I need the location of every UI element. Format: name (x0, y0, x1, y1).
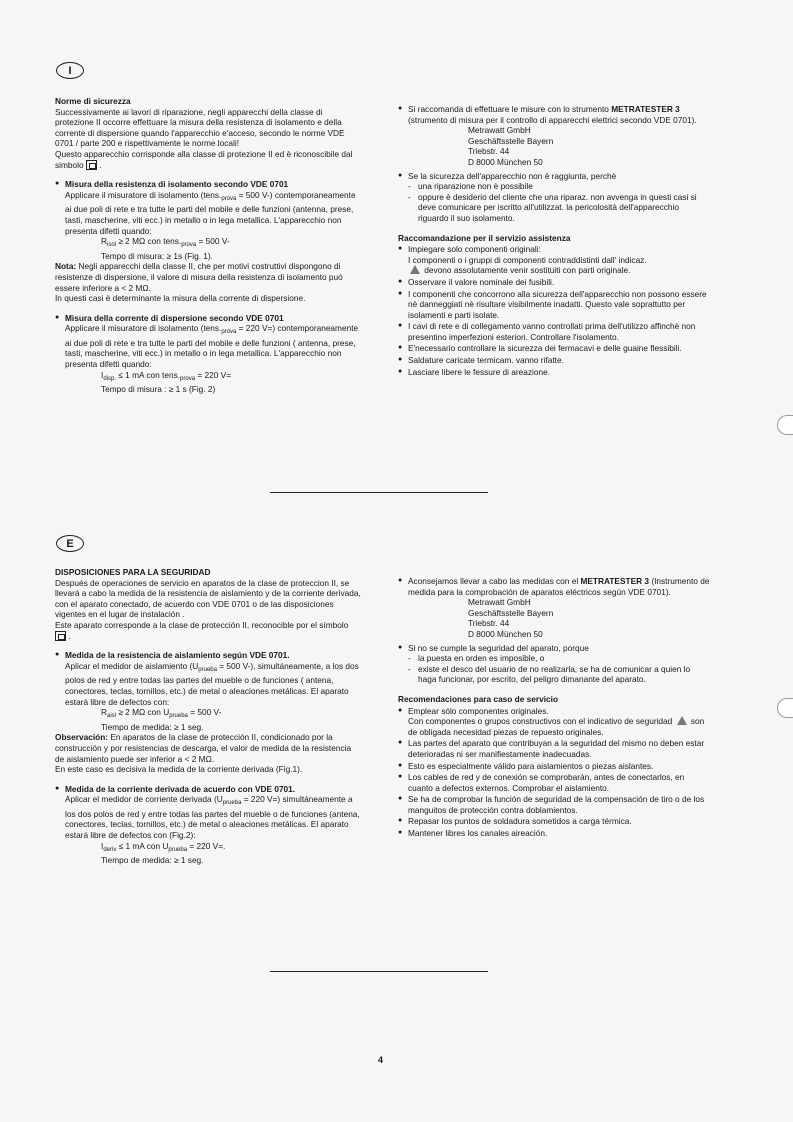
es-right-column (398, 576, 710, 839)
it-unsafe-bullet (398, 171, 710, 182)
section-divider (270, 492, 488, 493)
es-service-item (398, 772, 710, 793)
it-section-title: Norme di sicurezza (55, 96, 131, 106)
it-service-item (398, 321, 710, 342)
es-service-item-text: ● Repasar los puntos de soldadura sometidos a carga térmica. (408, 816, 632, 827)
es-address-line: Metrawatt GmbH (468, 597, 531, 608)
es-service-item-text: ● Mantener libres los canales aireación. (408, 828, 548, 839)
it-insulation-formula: $R_{isol} \ge 2$ MΩ con $tens._{prova} = 500$ V- (101, 236, 230, 249)
it-service-item (398, 277, 710, 288)
es-leakage-formula: $I_{deriv} \le 1$ mA con $U_{prueba} = 220$ V=. (101, 840, 226, 853)
warning-triangle-icon (677, 716, 687, 725)
it-leakage-time: Tempo di misura : ≥ 1 s (Fig. 2) (101, 384, 216, 395)
es-service-item-text: ● Las partes del aparato que contribuyan a la seguridad del mismo no deben estar deterioradas ni ser manifiestamente inadecuadas. (408, 738, 705, 759)
es-left-column (55, 567, 361, 866)
it-metratester-bullet (398, 104, 710, 168)
it-insulation-bullet (55, 179, 361, 261)
it-address-line: Metrawatt GmbH (468, 125, 531, 136)
it-leakage-bullet (55, 313, 361, 395)
es-unsafe-dash-2: - existe el desco del usuario de no realizarla, se ha de comunicar a quien lo haga funcionar, por escrito, del peligro dimanante del aparato. (398, 664, 710, 685)
it-service-item (398, 244, 710, 276)
es-insulation-formula: $R_{aisl} \ge 2$ MΩ con $U_{prueba} = 500$ V- (101, 707, 222, 720)
it-metratester-text: ● Si raccomanda di effettuare le misure con lo strumento METRATESTER 3 (strumento di misura per il controllo di apparecchi elettrici secondo VDE 0701). (408, 104, 697, 125)
double-square-icon (86, 160, 97, 170)
es-metratester-bullet (398, 576, 710, 640)
it-leakage-text: Applicare il misuratore di isolamento ($tens._{prova} = 220$ V=) contemporaneamente ai due poli di rete e tra tutte le parti del mobile e delle funzioni ( antenna, prese, tasti, mascherine, viti ecc.) in metallo o in lega metallica. L'apparecchio non presenta difetti quando: (65, 323, 359, 370)
it-service-item (398, 367, 710, 378)
it-address-line: Geschäftsstelle Bayern (468, 135, 554, 146)
es-service-item (398, 706, 710, 738)
it-insulation-text: Applicare il misuratore di isolamento ($tens._{prova} = 500$ V-) contemporaneamente ai due poli di rete e tra tutte le parti del mobile e delle funzioni (antenna, prese, tasti, mascherine, viti ecc.) in metallo o in lega metallica. L'apparecchio non presenta difetti quando: (65, 189, 356, 236)
es-leakage-time: Tiempo de medida: ≥ 1 seg. (101, 855, 204, 866)
es-unsafe-bullet (398, 643, 710, 654)
it-insulation-title: ● Misura della resistenza di isolamento secondo VDE 0701 (65, 179, 289, 190)
it-service-item (398, 355, 710, 366)
es-address-line: Triebstr. 44 (468, 618, 510, 629)
it-unsafe-dash-2: - oppure è desiderio del cliente che una riparaz. non avvenga in questi casi si deve comunicare per iscritto all'utilizzat. la pericolosità dell'apparecchio riguardo il suo isolamento. (398, 192, 710, 224)
it-address-line: Triebstr. 44 (468, 146, 510, 157)
it-insulation-time: Tempo di misura: ≥ 1s (Fig. 1). (101, 250, 213, 261)
es-observation-2: En este caso es decisiva la medida de la corriente derivada (Fig.1). (55, 764, 303, 775)
it-service-item-text: ● Lasciare libere le fessure di areazione. (408, 366, 551, 377)
es-address-line: Geschäftsstelle Bayern (468, 607, 554, 618)
es-insulation-time: Tiempo de medida: ≥ 1 seg. (101, 721, 204, 732)
es-service-item (398, 738, 710, 759)
es-intro: Después de operaciones de servicio en aparatos de la clase de proteccion II, se llevará a cabo la medida de la resistencia de aislamiento y de la corriente derivada, con el aparato conectado, de acuerdo con VDE 0701 o de las disposiciones vigentes en el lugar de instalación . (55, 577, 361, 620)
it-service-item-text: ● I cavi di rete e di collegamento vanno controllati prima dell'utilizzo affinchè non presentino imperfezioni esteriori. Controllare l'isolamento. (408, 321, 696, 342)
it-unsafe-text: ● Se la sicurezza dell'apparecchio non è raggiunta, perchè (408, 170, 617, 181)
it-service-title: Raccomandazione per il servizio assistenza (398, 232, 571, 243)
it-unsafe-dash-1: - una riparazione non è possibile (398, 181, 710, 192)
it-address-line: D 8000 München 50 (468, 156, 543, 167)
it-service-item (398, 343, 710, 354)
it-service-item-text: ● I componenti che concorrono alla sicurezza dell'apparecchio non possono essere nè danneggiati nè risultare visibilmente inadatti. Questo vale soprattutto per isolamenti e parti isolate. (408, 288, 707, 320)
page-number: 4 (378, 1055, 384, 1065)
es-service-item-text: Con componentes o grupos constructivos con el indicativo de seguridad son de obligada necesidad piezas de repuesto originales. (408, 716, 705, 737)
binder-hole (777, 698, 793, 718)
binder-hole (777, 415, 793, 435)
it-note-2: In questi casi è determinante la misura della corrente di dispersione. (55, 293, 306, 304)
it-service-item-text: I componenti o i gruppi di componenti contraddistinti dall' indicaz. (408, 254, 647, 265)
it-right-column (398, 104, 710, 377)
it-service-item-text: ● E'necessario controllare la sicurezza dei fermacavi e delle guaine flessibili. (408, 343, 682, 354)
es-insulation-text: Aplicar el medidor de aislamiento ($U_{prueba} = 500$ V-), simultáneamente, a los dos polos de red y entre todas las partes del mueble o de funciones ( antena, conectores, teclas, tornillos, etc.) de metal o aleaciones metálicas. El aparato estará libre de defectos con: (65, 660, 359, 707)
es-service-item (398, 828, 710, 839)
language-badge-it: I (56, 62, 84, 79)
it-service-item (398, 289, 710, 321)
es-service-item (398, 794, 710, 815)
language-badge-es: E (56, 535, 84, 552)
es-unsafe-text: ● Si no se cumple la seguridad del aparato, porque (408, 642, 589, 653)
it-intro: Successivamente ai lavori di riparazione, negli apparecchi della classe di protezione II occorre effettuare la misura della resistenza di isolamento e della corrente di dispersione quando l'apparecchio e'acceso, secondo le norme VDE 0701 / parte 200 e rispettivamente le norme locali! (55, 106, 345, 149)
it-service-item-text: ● Impiegare solo componenti originali: (408, 244, 541, 255)
section-divider (270, 971, 488, 972)
it-service-item-text: devono assolutamente venir sostituiti con parti originale. (408, 265, 710, 276)
es-insulation-title: ● Medida de la resistencia de aislamiento según VDE 0701. (65, 650, 290, 661)
it-service-item-text: ● Saldature caricate termicam. vanno rifatte. (408, 355, 564, 366)
it-service-item-text: ● Osservare il valore nominale dei fusibili. (408, 276, 555, 287)
es-service-item-text: ● Se ha de comprobar la función de seguridad de la compensación de tiro o de los manguitos de protección contra doblamientos. (408, 794, 705, 815)
es-service-item-text: ● Emplear sólo componentes originales. (408, 705, 549, 716)
it-leakage-formula: $I_{disp.} \le 1$ mA con $tens._{prova} = 220$ V= (101, 369, 232, 382)
es-intro-class: Este aparato corresponde a la clase de protección II, reconocible por el símbolo . (55, 619, 349, 641)
es-service-item-text: ● Esto es especialmente válido para aislamientos o piezas aislantes. (408, 760, 654, 771)
es-address-line: D 8000 München 50 (468, 628, 543, 639)
es-service-title: Recomendaciones para caso de servicio (398, 693, 559, 704)
it-note: Nota: Negli apparecchi della classe II, che per motivi costruttivi dispongono di resistenze di dispersione, il valore di misura della resistenza di isolamento può essere inferiore a < 2 MΩ. (55, 261, 343, 293)
es-unsafe-dash-1: - la puesta en orden es imposible, o (398, 653, 710, 664)
es-leakage-title: ● Medida de la corriente derivada de acuerdo con VDE 0701. (65, 783, 296, 794)
it-leakage-title: ● Misura della corrente di dispersione secondo VDE 0701 (65, 312, 284, 323)
es-leakage-bullet (55, 784, 361, 866)
it-left-column (55, 96, 361, 395)
es-metratester-text: ● Aconsejamos llevar a cabo las medidas con el METRATESTER 3 (Instrumento de medida para la comprobación de aparatos eléctricos según VDE 0701). (408, 576, 710, 597)
es-service-item (398, 816, 710, 827)
es-insulation-bullet (55, 650, 361, 732)
es-section-title: DISPOSICIONES PARA LA SEGURIDAD (55, 567, 211, 577)
es-service-item (398, 761, 710, 772)
warning-triangle-icon (410, 265, 420, 274)
double-square-icon (55, 631, 66, 641)
es-leakage-text: Aplicar el medidor de corriente derivada ($U_{prueba} = 220$ V=) simultáneamente a los dos polos de red y entre todas las partes del mueble o de funciones (antena, conectores, teclas, tornillos, etc.) de metal o aleaciones metálicas. El aparato estará libre de defectos con (Fig.2): (65, 794, 360, 841)
es-observation: Observación: En aparatos de la clase de protección II, condicionado por la construcción y por resistencias de descarga, el valor de medida de la resistencia de aislamiento puede ser inferior a < 2 MΩ. (55, 732, 352, 764)
it-intro-class: Questo apparecchio corrisponde alla classe di protezione II ed è riconoscibile dal simbolo . (55, 148, 353, 170)
es-service-item-text: ● Los cables de red y de conexión se comprobarán, antes de conectarlos, en cuanto a defectos externos. Comprobar el aislamiento. (408, 772, 685, 793)
